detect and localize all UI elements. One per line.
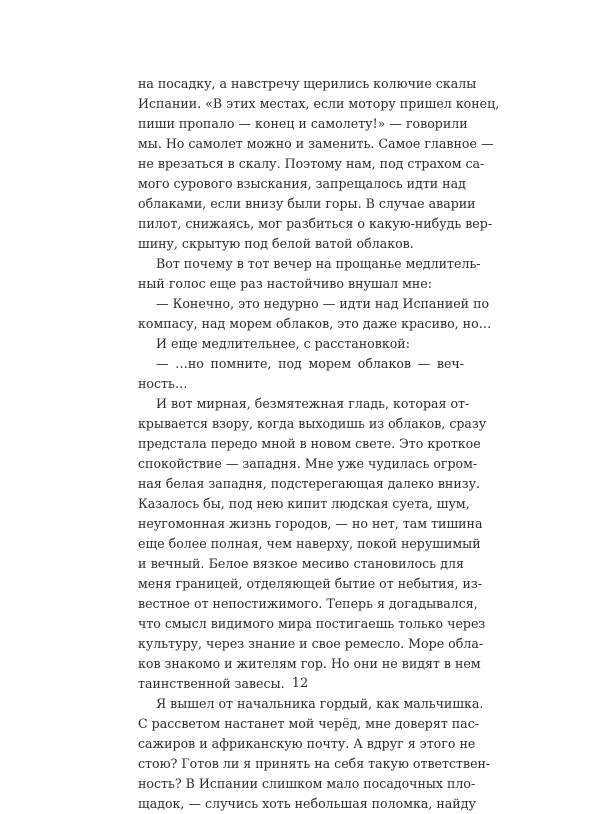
text-line: С рассветом настанет мой черёд, мне доверят пас- (138, 716, 479, 731)
paragraph (138, 254, 481, 294)
text-line: Вот почему в тот вечер на прощанье медлитель- (156, 256, 481, 271)
text-line: стою? Готов ли я принять на себя такую ответствен- (138, 756, 491, 771)
text-line: мого сурового взыскания, запрещалось идти над (138, 176, 466, 191)
text-line: крывается взору, когда выходишь из облаков, сразу (138, 416, 487, 431)
text-line: компасу, над морем облаков, это даже красиво, но… (138, 316, 492, 331)
text-line: меня границей, отделяющей бытие от небытия, из- (138, 576, 482, 591)
text-line: сажиров и африканскую почту. А вдруг я этого не (138, 736, 476, 751)
paragraph (138, 294, 492, 334)
text-line: ность… (138, 376, 188, 391)
text-line: на посадку, а навстречу щерились колючие скалы (138, 76, 477, 91)
text-line: не врезаться в скалу. Поэтому нам, под страхом са- (138, 156, 485, 171)
text-line: Испании. «В этих местах, если мотору пришел конец, (138, 96, 500, 111)
text-line: культуру, через знание и свое ремесло. Море обла- (138, 636, 484, 651)
text-line: ность? В Испании слишком мало посадочных пло- (138, 776, 476, 791)
text-line: щадок, — случись хоть небольшая поломка, найду (138, 796, 476, 811)
text-line: таинственной завесы. (138, 676, 285, 691)
text-line: ная белая западня, подстерегающая далеко внизу. (138, 476, 481, 491)
text-line: мы. Но самолет можно и заменить. Самое главное — (138, 136, 494, 151)
paragraph (138, 74, 500, 254)
text-line: неугомонная жизнь городов, — но нет, там тишина (138, 516, 483, 531)
text-line: облаками, если внизу были горы. В случае аварии (138, 196, 476, 211)
text-line: И еще медлительнее, с расстановкой: (156, 336, 410, 351)
body-text (138, 74, 500, 814)
paragraph (138, 334, 464, 354)
text-line: еще более полная, чем наверху, покой нерушимый (138, 536, 481, 551)
paragraph (138, 394, 487, 694)
text-line: спокойствие — западня. Мне уже чудилась огром- (138, 456, 478, 471)
text-line: предстала передо мной в новом свете. Это кроткое (138, 436, 481, 451)
text-line: пилот, снижаясь, мог разбиться о какую-нибудь вер- (138, 216, 493, 231)
text-line: ков знакомо и жителям гор. Но они не видят в нем (138, 656, 481, 671)
text-line: шину, скрытую под белой ватой облаков. (138, 236, 414, 251)
text-line: пиши пропало — конец и самолету!» — говорили (138, 116, 468, 131)
text-line: Казалось бы, под нею кипит людская суета, шум, (138, 496, 470, 511)
text-line: И вот мирная, безмятежная гладь, которая от- (156, 396, 470, 411)
text-line: — Конечно, это недурно — идти над Испанией по (156, 296, 490, 311)
text-line: вестное от непостижимого. Теперь я догадывался, (138, 596, 478, 611)
text-line: — …но помните, под морем облаков — веч- (156, 356, 464, 371)
text-line: что смысл видимого мира постигаешь только через (138, 616, 486, 631)
text-line: Я вышел от начальника гордый, как мальчишка. (156, 696, 484, 711)
text-line: и вечный. Белое вязкое месиво становилось для (138, 556, 464, 571)
page-number: 12 (291, 676, 309, 691)
text-line: ный голос еще раз настойчиво внушал мне: (138, 276, 432, 291)
paragraph (138, 354, 464, 394)
paragraph (138, 694, 491, 814)
